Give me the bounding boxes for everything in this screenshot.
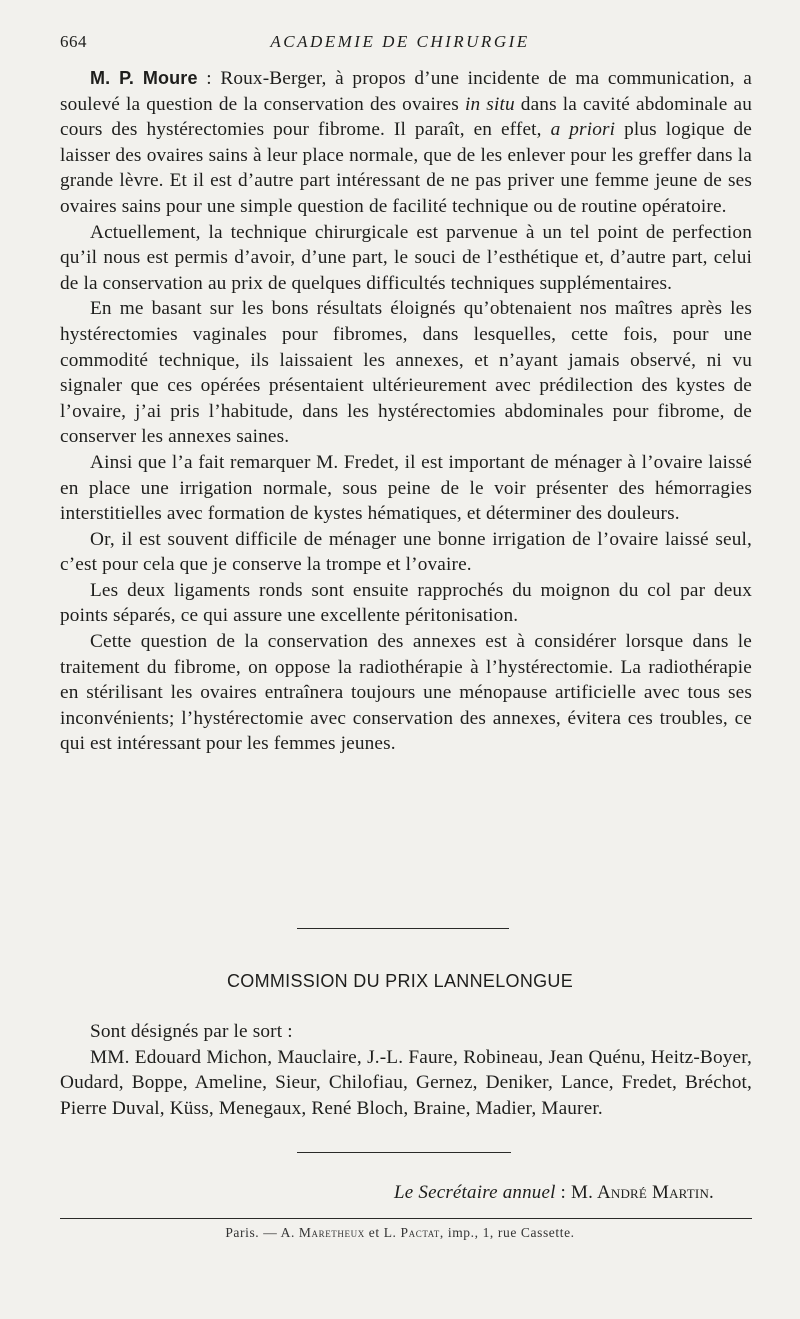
page-number: 664	[60, 32, 87, 51]
paragraph-1-text-c: plus logique de laisser des ovaires sains à leur place normale, que de les enlever pour les greffer dans la grande lèvre. Et il est d’autre part intéressant de ne pas priver une femme jeune de ses ovaires sains pour une simple question de facilité technique ou de routine opératoire.	[60, 119, 753, 217]
imprint-printer-1: Maretheux	[298, 1225, 365, 1240]
footer-rule	[60, 1218, 752, 1219]
paragraph-1-italic-a-priori: a priori	[550, 119, 616, 141]
paragraph-1-text-a: : Roux-Berger, à propos d’une incidente de ma communication, a soulevé la question de la conservation des ovaires	[60, 68, 752, 115]
imprint-address: , imp., 1, rue Cassette.	[439, 1225, 575, 1240]
imprint-joiner: et L.	[364, 1225, 401, 1240]
commission-members: MM. Edouard Michon, Mauclaire, J.-L. Faure, Robineau, Jean Quénu, Heitz-Boyer, Oudard, Boppe, Ameline, Sieur, Chilofiau, Gernez, Deniker, Lance, Fredet, Bréchot, Pierre Duval, Küss, Menegaux, René Bloch, Braine, Madier, Maurer.	[60, 1046, 752, 1119]
paragraph-4: Ainsi que l’a fait remarquer M. Fredet, il est important de ménager à l’ovaire laissé en place une irrigation normale, sous peine de le voir présenter des hémorragies interstitielles avec formation de kystes hématiques, et déterminer des douleurs.	[60, 451, 752, 525]
signature-label: Le Secrétaire annuel	[394, 1182, 556, 1203]
section-divider	[297, 928, 509, 929]
printer-imprint	[0, 1225, 800, 1241]
article-body	[60, 66, 752, 757]
speaker-name: M. P. Moure	[90, 68, 198, 88]
paragraph-5: Or, il est souvent difficile de ménager une bonne irrigation de l’ovaire laissé seul, c’est pour cela que je conserve la trompe et l’ovaire.	[60, 528, 752, 576]
signature-divider	[297, 1152, 511, 1153]
paragraph-1-text-b: dans la cavité abdominale au cours des hystérectomies pour fibrome. Il paraît, en effet,	[60, 93, 753, 141]
paragraph-3: En me basant sur les bons résultats éloignés qu’obtenaient nos maîtres après les hystérectomies vaginales pour fibromes, dans lesquelles, cette fois, pour une commodité technique, ils laissaient les annexes, et n’ayant jamais observé, ni vu signaler que ces opérées présentaient ultérieurement avec prédilection des kystes de l’ovaire, j’ai pris l’habitude, dans les hystérectomies abdominales pour fibrome, de conserver les annexes saines.	[60, 298, 752, 448]
signature-separator: :	[555, 1182, 571, 1203]
page-header	[60, 32, 740, 56]
signature	[394, 1182, 714, 1204]
commission-intro: Sont désignés par le sort :	[90, 1021, 293, 1042]
paragraph-1	[60, 66, 752, 220]
imprint-city: Paris. — A.	[225, 1225, 299, 1240]
signature-name: M. André Martin.	[571, 1182, 714, 1203]
running-title: ACADEMIE DE CHIRURGIE	[270, 32, 530, 51]
paragraph-1-italic-in-situ: in situ	[464, 93, 515, 115]
paragraph-2: Actuellement, la technique chirurgicale est parvenue à un tel point de perfection qu’il nous est permis d’avoir, d’une part, le souci de l’esthétique et, d’autre part, celui de la conservation au prix de quelques difficultés techniques supplémentaires.	[60, 221, 752, 294]
paragraph-6: Les deux ligaments ronds sont ensuite rapprochés du moignon du col par deux points séparés, ce qui assure une excellente péritonisation.	[60, 579, 752, 627]
paragraph-7: Cette question de la conservation des annexes est à considérer lorsque dans le traitement du fibrome, on oppose la radiothérapie à l’hystérectomie. La radiothérapie en stérilisant les ovaires entraînera toujours une ménopause artificielle avec tous ses inconvénients; l’hystérectomie avec conservation des annexes, évitera ces troubles, ce qui est intéressant pour les femmes jeunes.	[60, 631, 752, 755]
imprint-printer-2: Pactat	[400, 1225, 440, 1240]
section-title: COMMISSION DU PRIX LANNELONGUE	[226, 971, 574, 991]
commission-body	[60, 1019, 752, 1121]
